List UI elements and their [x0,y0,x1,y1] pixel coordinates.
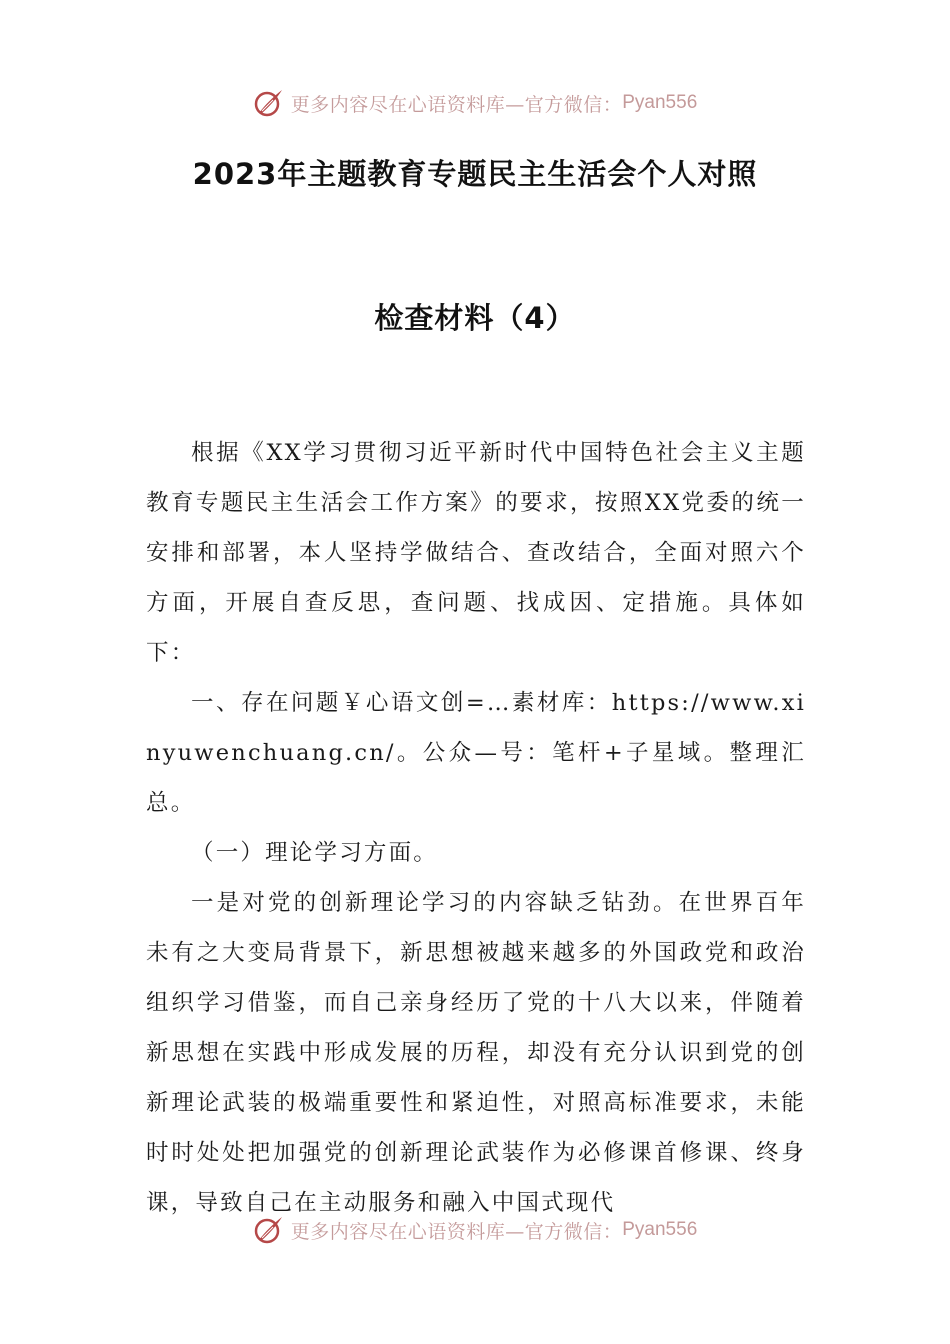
paragraph-subsection-1-heading: （一）理论学习方面。 [191,840,439,866]
document-body [146,428,806,1228]
quill-logo-icon [253,87,285,119]
document-title-line-2: 检查材料（4） [374,301,576,335]
footer-banner [0,1210,950,1250]
header-banner-wechat-id: Pyan556 [622,92,698,113]
paragraph-intro: 根据《XX学习贯彻习近平新时代中国特色社会主义主题教育专题民主生活会工作方案》的要求，按照XX党委的统一安排和部署，本人坚持学做结合、查改结合，全面对照六个方面，开展自查反思，查问题、找成因、定措施。具体如下： [146,440,806,666]
paragraph-section-1-heading: 一、存在问题￥心语文创=…素材库：https://www.xinyuwenchuang.cn/。公众—号：笔杆+子星域。整理汇总。 [146,690,806,816]
footer-banner-wechat-id: Pyan556 [622,1219,698,1240]
quill-logo-icon [253,1214,285,1246]
document-title-line-1: 2023年主题教育专题民主生活会个人对照 [192,157,758,191]
header-banner [0,83,950,123]
paragraph-point-1: 一是对党的创新理论学习的内容缺乏钻劲。在世界百年未有之大变局背景下，新思想被越来越多的外国政党和政治组织学习借鉴，而自己亲身经历了党的十八大以来，伴随着新思想在实践中形成发展的历程，却没有充分认识到党的创新理论武装的极端重要性和紧迫性，对照高标准要求，未能时时处处把加强党的创新理论武装作为必修课首修课、终身课，导致自己在主动服务和融入中国式现代 [146,890,806,1216]
header-banner-text: 更多内容尽在心语资料库—官方微信： [290,93,623,116]
footer-banner-text: 更多内容尽在心语资料库—官方微信： [290,1220,623,1243]
